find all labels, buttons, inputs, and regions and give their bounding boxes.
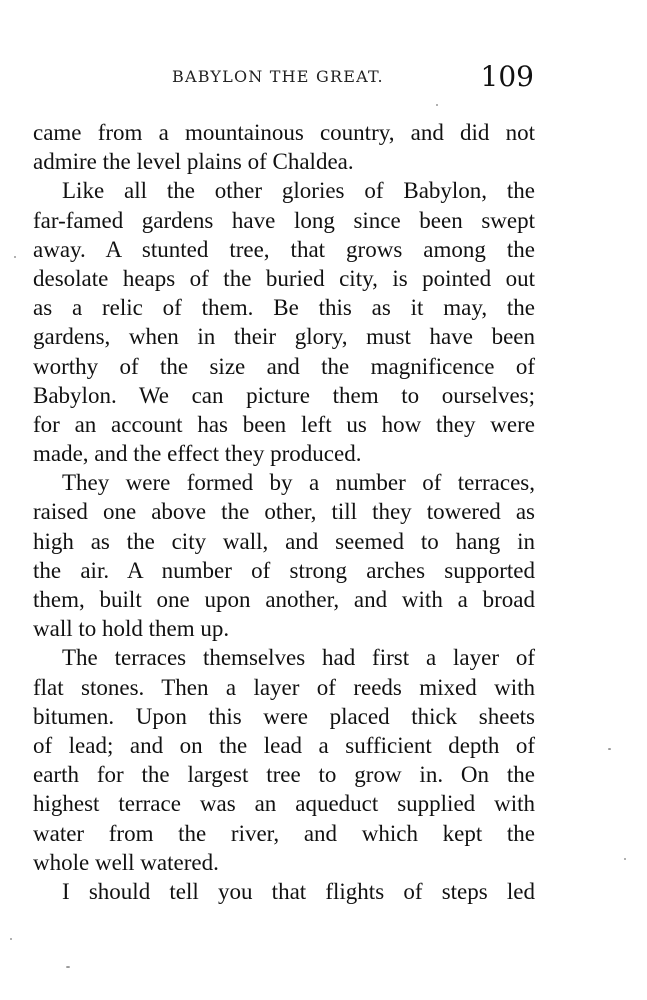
text-line: gardens, when in their glory, must have been bbox=[33, 324, 535, 350]
text-line: The terraces themselves had first a layer of bbox=[62, 645, 535, 671]
text-line: far-famed gardens have long since been swept bbox=[33, 207, 535, 233]
scan-speck bbox=[608, 748, 611, 750]
text-line: whole well watered. bbox=[33, 849, 219, 875]
text-line: earth for the largest tree to grow in. On the bbox=[33, 762, 535, 788]
text-line: wall to hold them up. bbox=[33, 616, 230, 642]
text-line: worthy of the size and the magnificence of bbox=[33, 353, 535, 379]
text-line: for an account has been left us how they were bbox=[33, 411, 535, 437]
scan-speck bbox=[624, 858, 626, 860]
text-line: They were formed by a number of terraces, bbox=[62, 470, 535, 496]
text-line: as a relic of them. Be this as it may, the bbox=[33, 295, 535, 321]
text-line: Babylon. We can picture them to ourselves; bbox=[33, 382, 535, 408]
text-line: made, and the effect they produced. bbox=[33, 441, 362, 467]
text-line: away. A stunted tree, that grows among the bbox=[33, 236, 535, 262]
text-line: raised one above the other, till they towered as bbox=[33, 499, 535, 525]
text-line: Like all the other glories of Babylon, the bbox=[62, 178, 535, 204]
scan-speck bbox=[14, 256, 16, 258]
text-line: I should tell you that flights of steps led bbox=[62, 878, 535, 904]
text-line: flat stones. Then a layer of reeds mixed with bbox=[33, 674, 535, 700]
scan-speck bbox=[10, 938, 12, 940]
body-text bbox=[33, 118, 535, 906]
text-line: came from a mountainous country, and did not bbox=[33, 120, 535, 145]
text-line: desolate heaps of the buried city, is pointed out bbox=[33, 265, 535, 291]
text-line: water from the river, and which kept the bbox=[33, 820, 535, 846]
page-number: 109 bbox=[480, 60, 534, 93]
text-line: bitumen. Upon this were placed thick sheets bbox=[33, 703, 535, 729]
text-line: of lead; and on the lead a sufficient depth of bbox=[33, 732, 535, 758]
text-line: them, built one upon another, and with a broad bbox=[33, 587, 535, 612]
scan-speck bbox=[436, 104, 438, 106]
running-head bbox=[30, 60, 540, 93]
text-line: the air. A number of strong arches supported bbox=[33, 557, 535, 583]
running-title: BABYLON THE GREAT. bbox=[172, 67, 384, 86]
text-line: high as the city wall, and seemed to hang in bbox=[33, 528, 535, 554]
text-line: highest terrace was an aqueduct supplied with bbox=[33, 791, 535, 817]
scan-speck bbox=[66, 966, 70, 968]
text-line: admire the level plains of Chaldea. bbox=[33, 149, 354, 175]
